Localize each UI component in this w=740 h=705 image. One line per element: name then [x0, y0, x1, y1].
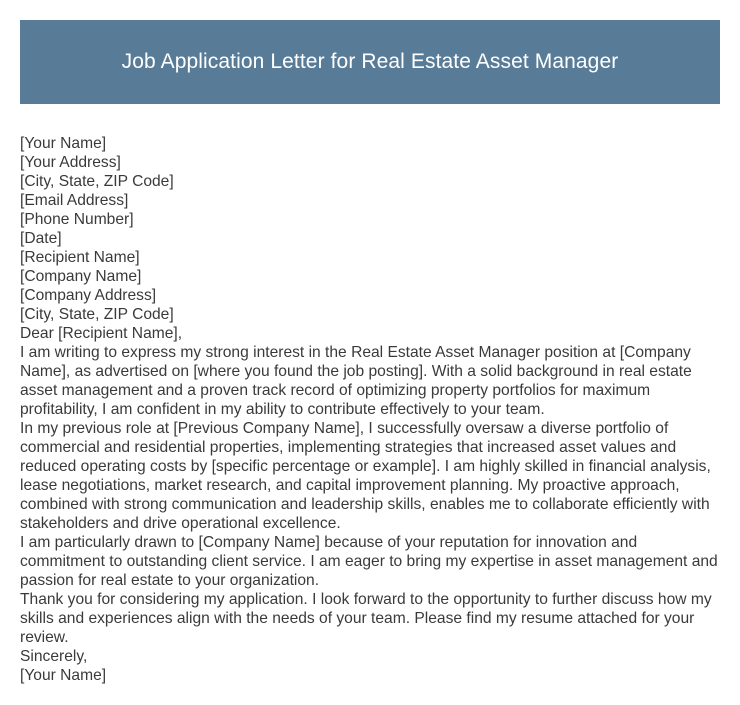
recipient-name: [Recipient Name] — [20, 249, 140, 266]
sender-city-state-zip: [City, State, ZIP Code] — [20, 173, 174, 190]
body-paragraph-1: I am writing to express my strong interest in the Real Estate Asset Manager position at [Company Name], as advertised on [where you found the job posting]. With a solid background in real estate asset management and a proven track record of optimizing property portfolios for maximum profitability, I am confident in my ability to contribute effectively to your team. — [20, 344, 692, 418]
body-paragraph-2: In my previous role at [Previous Company Name], I successfully oversaw a diverse portfolio of commercial and residential properties, implementing strategies that increased asset values and reduced operating costs by [specific percentage or example]. I am highly skilled in financial analysis, lease negotiations, market research, and capital improvement planning. My proactive approach, combined with strong communication and leadership skills, enables me to collaborate efficiently with stakeholders and drive operational excellence. — [20, 420, 711, 532]
body-paragraph-4: Thank you for considering my application. I look forward to the opportunity to further discuss how my skills and experiences align with the needs of your team. Please find my resume attached for your review. — [20, 591, 712, 646]
company-name: [Company Name] — [20, 268, 142, 285]
closing: Sincerely, — [20, 648, 88, 665]
salutation: Dear [Recipient Name], — [20, 325, 183, 342]
sender-address: [Your Address] — [20, 154, 121, 171]
sender-phone: [Phone Number] — [20, 211, 134, 228]
company-city-state-zip: [City, State, ZIP Code] — [20, 306, 174, 323]
company-address: [Company Address] — [20, 287, 157, 304]
sender-name: [Your Name] — [20, 135, 107, 152]
letter-body — [20, 134, 720, 685]
letter-date: [Date] — [20, 230, 62, 247]
sender-email: [Email Address] — [20, 192, 129, 209]
page-title: Job Application Letter for Real Estate Asset Manager — [121, 50, 619, 73]
signature-name: [Your Name] — [20, 667, 107, 684]
title-banner — [20, 20, 720, 104]
body-paragraph-3: I am particularly drawn to [Company Name] because of your reputation for innovation and commitment to outstanding client service. I am eager to bring my expertise in asset management and passion for real estate to your organization. — [20, 534, 718, 589]
